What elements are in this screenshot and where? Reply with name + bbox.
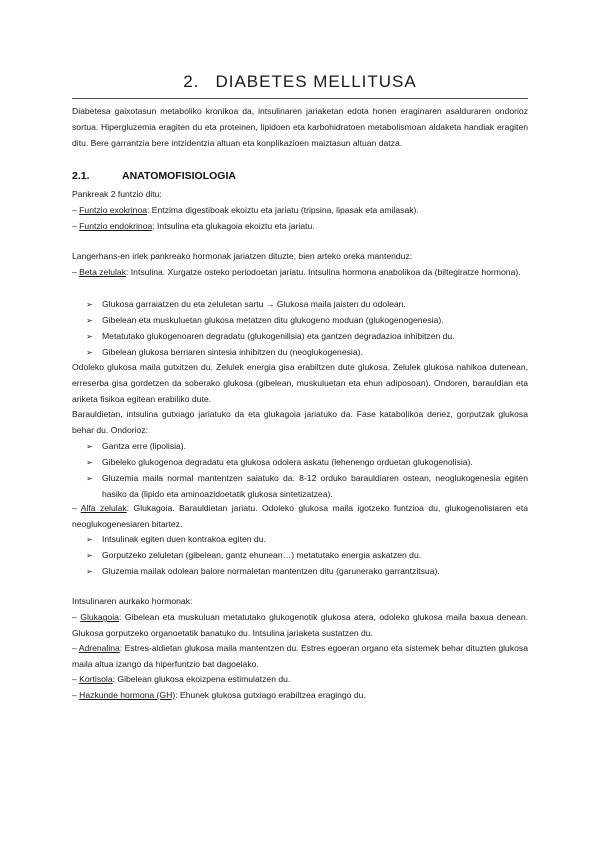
glucagon-text: : Gibelean eta muskuluan metatutako glukogenotik glukosa atera, odoleko glukosa maila baxua denean. Glukosa gorputzeko organoetatik banatuko du. Intsulina jariaketa sustatzen du. xyxy=(72,612,529,638)
arrow-bullet-icon: ➢ xyxy=(86,300,93,309)
list-item-cortisol xyxy=(72,672,528,688)
list-item xyxy=(86,313,528,329)
page-title xyxy=(0,72,600,92)
bullet-text: Gibelean glukosa berriaren sintesia inhibitzen du (neoglukogenesia). xyxy=(102,347,363,357)
endocrine-text: : Intsulina eta glukagoia ekoiztu eta jariatu. xyxy=(152,221,315,231)
list-item xyxy=(86,297,528,313)
dash: – xyxy=(72,612,77,622)
bullet-text: Glukosa garraiatzen du eta zeluletan sartu → Glukosa maila jaisten du odolean. xyxy=(102,299,406,309)
dash: – xyxy=(72,674,77,684)
list-item xyxy=(86,471,528,503)
beta-cells-paragraph xyxy=(72,265,528,281)
title-text: DIABETES MELLITUSA xyxy=(215,72,417,91)
list-item-adrenaline xyxy=(72,641,528,673)
bullet-text: Gibeleko glukogenoa degradatu eta glukosa odolera askatu (lehenengo orduetan glukogenolisia). xyxy=(102,457,473,467)
bullet-text: Gluzemia maila normal mantentzen saiatuko da. 8-12 orduko barauldiaren ostean, neoglukogenesia egiten hasiko da (lipido eta aminoazidoetatik glukosa sintetizatzea). xyxy=(102,473,528,499)
term-endocrine: Funtzio endokrinoa xyxy=(79,221,153,231)
alfa-cells-paragraph xyxy=(72,501,528,533)
list-item xyxy=(86,455,528,471)
growth-hormone-text: : Ehunek glukosa gutxiago erabiltzea eragingo du. xyxy=(175,690,366,700)
bullet-text: Intsulinak egiten duen kontrakoa egiten du. xyxy=(102,534,266,544)
arrow-bullet-icon: ➢ xyxy=(86,316,93,325)
bullet-text: Gibelean eta muskuluetan glukosa metatzen ditu glukogeno moduan (glukogenogenesia). xyxy=(102,315,444,325)
arrow-bullet-icon: ➢ xyxy=(86,348,93,357)
dash: – xyxy=(72,643,77,653)
arrow-bullet-icon: ➢ xyxy=(86,535,93,544)
arrow-bullet-icon: ➢ xyxy=(86,458,93,467)
arrow-bullet-icon: ➢ xyxy=(86,567,93,576)
list-item xyxy=(86,564,528,580)
bullet-text: Gluzemia mailak odolean balore normaletan mantentzen ditu (garunerako garrantzitsua). xyxy=(102,566,440,576)
title-number: 2. xyxy=(183,72,200,91)
term-adrenaline: Adrenalina xyxy=(78,643,120,653)
bullet-text: Metatutako glukogenoaren degradatu (glukogenilisia) eta gantzen degradazioa inhibitzen du. xyxy=(102,331,455,341)
langerhans-paragraph: Langerhans-en irlek pankreako hormonak jariatzen dituzte, bien arteko oreka mantenduz: xyxy=(72,251,413,261)
beta-text: : Intsulina. Xurgatze osteko periodoetan jariatu. Intsulina hormona anabolikoa da (biltegiratze hormona). xyxy=(126,267,521,277)
bullet-text: Gorputzeko zeluletan (gibelean, gantz ehunean…) metatutako energia askatzen du. xyxy=(102,550,422,560)
section-heading xyxy=(72,170,236,182)
list-item xyxy=(86,345,528,361)
counter-hormones-intro: Intsulinaren aurkako hormonak: xyxy=(72,596,193,606)
dash: – xyxy=(72,267,77,277)
term-exocrine: Funtzio exokrinoa xyxy=(79,205,148,215)
list-item-glucagon xyxy=(72,610,528,642)
term-growth-hormone: Hazkunde hormona (GH) xyxy=(79,690,176,700)
title-divider xyxy=(72,98,528,99)
arrow-bullet-icon: ➢ xyxy=(86,332,93,341)
section-number: 2.1. xyxy=(72,170,90,182)
adrenaline-text: : Estres-aldietan glukosa maila mantentzen du. Estres egoeran organo eta sistemek behar dituzten glukosa maila altua izango da hiperfuntzio bat dagoelako. xyxy=(72,643,528,669)
arrow-bullet-icon: ➢ xyxy=(86,474,93,483)
term-alfa-cells: Alfa zelulak xyxy=(80,503,127,513)
term-beta-cells: Beta zelulak xyxy=(79,267,126,277)
glucose-paragraph: Odoleko glukosa maila gutxitzen du. Zelulek energia gisa erabiltzen dute glukosa. Zelulek glukosa nahikoa dutenean, erreserba gisa gordetzen da soberako glukosa (gibelean, muskuluetan eta ehun adiposoan). Ondoren, barauldian eta ariketa fisikoa egitean erabiliko dute. xyxy=(72,362,528,404)
dash: – xyxy=(72,690,77,700)
dash: – xyxy=(72,221,77,231)
pancreas-intro: Pankreak 2 funtzio ditu: xyxy=(72,189,162,199)
exocrine-text: : Entzima digestiboak ekoiztu eta jariatu (tripsina, lipasak eta amilasak). xyxy=(147,205,419,215)
bullet-text: Gantza erre (lipolisia). xyxy=(102,441,187,451)
arrow-bullet-icon: ➢ xyxy=(86,442,93,451)
list-item xyxy=(86,548,528,564)
intro-paragraph: Diabetesa gaixotasun metaboliko kronikoa da, intsulinaren jariaketan edota honen eraginaren asalduraren ondorioz sortua. Hipergluzemia eragiten du eta proteinen, lipidoen eta karbohidratoen metabolismoan aldaketa handiak eragiten ditu. Bere garrantzia bere intzidentzia altuan eta konplikazioen maiztasun altuan datza. xyxy=(72,106,528,148)
cortisol-text: : Gibelean glukosa ekoizpena estimulatzen du. xyxy=(112,674,291,684)
list-item-endocrine xyxy=(72,219,528,235)
fasting-paragraph: Barauldietan, intsulina gutxiago jariatuko da eta glukagoia jariatuko da. Fase katabolikoa denez, gorputzak glukosa behar du. Ondorioz: xyxy=(72,409,528,435)
alfa-text: : Glukagoia. Barauldietan jariatu. Odoleko glukosa maila igotzeko funtzioa du, glukogenolisiaren eta neoglukogenesiaren bitartez. xyxy=(72,503,528,529)
list-item-growth-hormone xyxy=(72,688,528,704)
dash: – xyxy=(72,205,77,215)
section-title: ANATOMOFISIOLOGIA xyxy=(122,170,236,182)
dash: – xyxy=(72,503,77,513)
term-cortisol: Kortisola xyxy=(79,674,113,684)
list-item xyxy=(86,329,528,345)
list-item xyxy=(86,532,528,548)
list-item-exocrine xyxy=(72,203,528,219)
term-glucagon: Glukagoia xyxy=(80,612,119,622)
arrow-bullet-icon: ➢ xyxy=(86,551,93,560)
list-item xyxy=(86,439,528,455)
